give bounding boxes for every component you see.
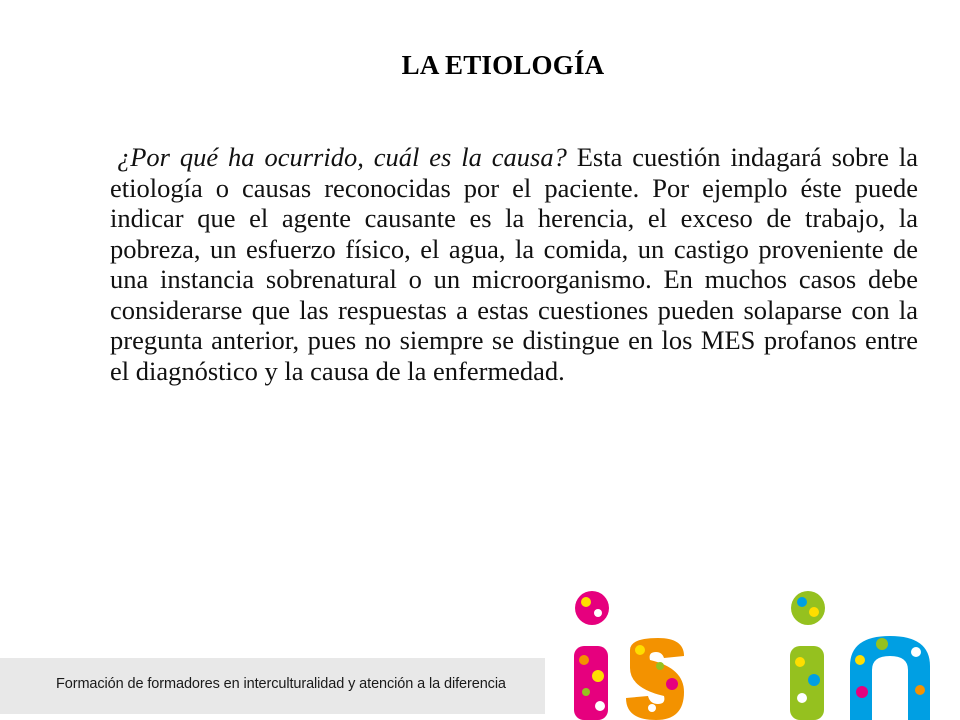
- logo-letter-r: [850, 636, 930, 720]
- logo-letter-s: [626, 638, 684, 720]
- body-text: Esta cuestión indagará sobre la etiología o causas reconocidas por el paciente. Por ejemplo éste puede indicar que el agente causante es la herencia, el exceso de trabajo, la pobreza, un esfuerzo físico, el agua, la comida, un castigo proveniente de una instancia sobrenatural o un microorganismo. En muchos casos debe considerarse que las respuestas a estas cuestiones pueden solaparse con la pregunta anterior, pues no siempre se distingue en los MES profanos entre el diagnóstico y la causa de la enfermedad.: [110, 142, 918, 386]
- slide-body: [110, 142, 918, 386]
- footer-text: Formación de formadores en interculturalidad y atención a la diferencia: [56, 676, 506, 692]
- logo-letter-i-2: [790, 591, 825, 720]
- isir-logo: [560, 580, 960, 720]
- slide-title: LA ETIOLOGÍA: [401, 50, 605, 80]
- logo-letter-i-1: [574, 591, 609, 720]
- question-text: ¿Por qué ha ocurrido, cuál es la causa?: [117, 142, 567, 172]
